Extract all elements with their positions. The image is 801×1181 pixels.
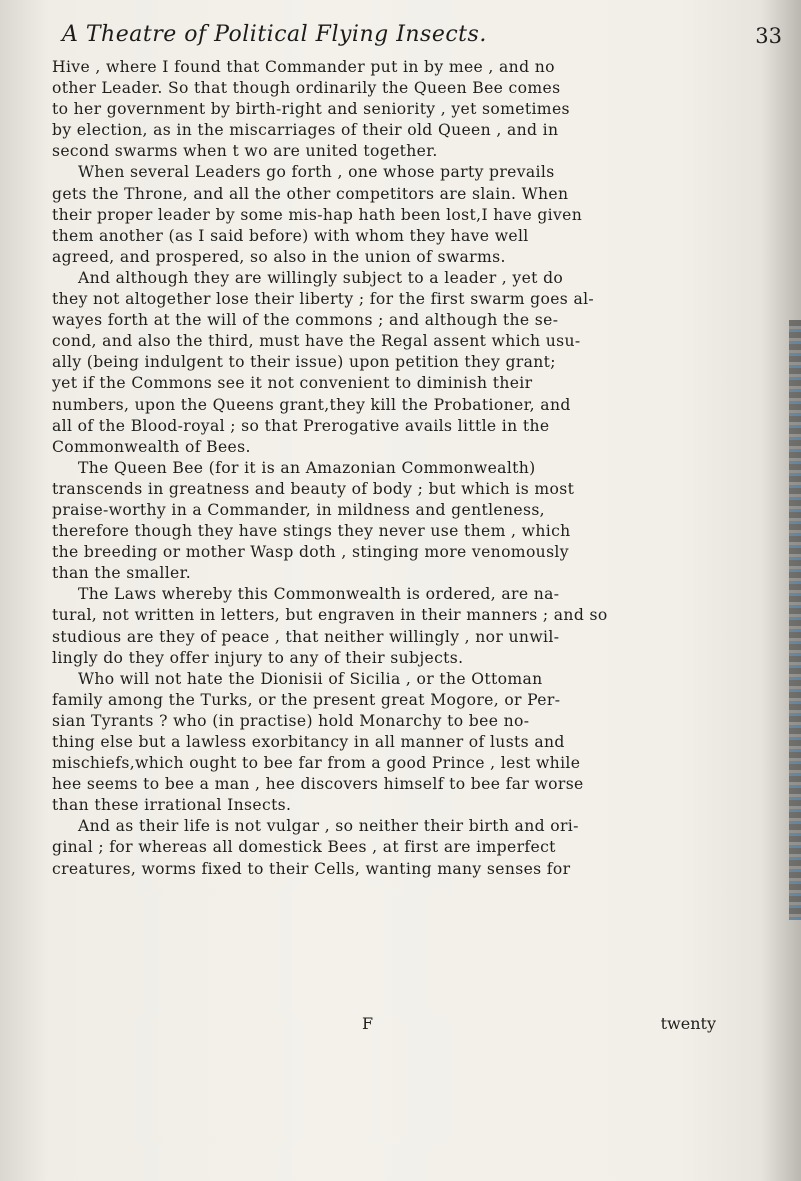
text-line: family among the Turks, or the present great Mogore, or Per-	[52, 690, 561, 709]
text-line: The Laws whereby this Commonwealth is ordered, are na-	[78, 585, 560, 604]
signature-mark: F	[362, 1014, 374, 1033]
page-number: 33	[755, 24, 782, 48]
text-line: the breeding or mother Wasp doth , stinging more venomously	[52, 543, 569, 562]
text-line: When several Leaders go forth , one whose party prevails	[78, 163, 555, 182]
page-header	[62, 22, 782, 52]
text-line: tural, not written in letters, but engraven in their manners ; and so	[52, 606, 608, 625]
text-line: And although they are willingly subject to a leader , yet do	[78, 268, 564, 287]
text-line: transcends in greatness and beauty of body ; but which is most	[52, 479, 575, 498]
catchword: twenty	[660, 1014, 716, 1033]
text-line: second swarms when t wo are united together.	[52, 142, 438, 161]
text-line: other Leader. So that though ordinarily the Queen Bee comes	[52, 79, 561, 98]
text-line: studious are they of peace , that neither willingly , nor unwil-	[52, 627, 560, 646]
text-line: to her government by birth-right and seniority , yet sometimes	[52, 100, 570, 119]
text-line: mischiefs,which ought to bee far from a good Prince , lest while	[52, 754, 581, 773]
text-line: yet if the Commons see it not convenient to diminish their	[52, 374, 533, 393]
text-line: agreed, and prospered, so also in the union of swarms.	[52, 247, 506, 266]
text-line: ginal ; for whereas all domestick Bees , at first are imperfect	[52, 838, 556, 857]
text-line: Hive , where I found that Commander put in by mee , and no	[52, 58, 555, 76]
text-line: hee seems to bee a man , hee discovers himself to bee far worse	[52, 775, 584, 794]
text-line: numbers, upon the Queens grant,they kill the Probationer, and	[52, 395, 571, 414]
running-title: A Theatre of Political Flying Insects.	[62, 22, 487, 47]
text-line: lingly do they offer injury to any of their subjects.	[52, 648, 464, 667]
text-line: them another (as I said before) with whom they have well	[52, 226, 529, 245]
text-line: than these irrational Insects.	[52, 796, 292, 815]
text-line: thing else but a lawless exorbitancy in all manner of lusts and	[52, 733, 565, 751]
body-text	[52, 57, 752, 880]
page-footer	[52, 1014, 752, 1038]
text-line: Commonwealth of Bees.	[52, 437, 251, 456]
text-line: wayes forth at the will of the commons ; and although the se-	[52, 311, 559, 330]
text-line: than the smaller.	[52, 564, 192, 583]
text-line: And as their life is not vulgar , so neither their birth and ori-	[78, 817, 579, 836]
text-line: by election, as in the miscarriages of their old Queen , and in	[52, 121, 559, 140]
text-line: sian Tyrants ? who (in practise) hold Monarchy to bee no-	[52, 711, 530, 730]
text-line: creatures, worms fixed to their Cells, wanting many senses for	[52, 859, 571, 878]
page-edge-shadow	[789, 320, 801, 920]
text-line: gets the Throne, and all the other competitors are slain. When	[52, 184, 569, 203]
text-line: praise-worthy in a Commander, in mildness and gentleness,	[52, 500, 545, 519]
text-line: cond, and also the third, must have the Regal assent which usu-	[52, 332, 581, 351]
text-line: they not altogether lose their liberty ; for the first swarm goes al-	[52, 290, 595, 309]
text-line: Who will not hate the Dionisii of Sicilia , or the Ottoman	[78, 669, 543, 688]
text-line: their proper leader by some mis-hap hath been lost,I have given	[52, 205, 583, 224]
text-line: ally (being indulgent to their issue) upon petition they grant;	[52, 353, 556, 372]
text-line: all of the Blood-royal ; so that Prerogative avails little in the	[52, 416, 550, 435]
text-line: The Queen Bee (for it is an Amazonian Commonwealth)	[78, 458, 536, 477]
text-line: therefore though they have stings they never use them , which	[52, 522, 571, 541]
